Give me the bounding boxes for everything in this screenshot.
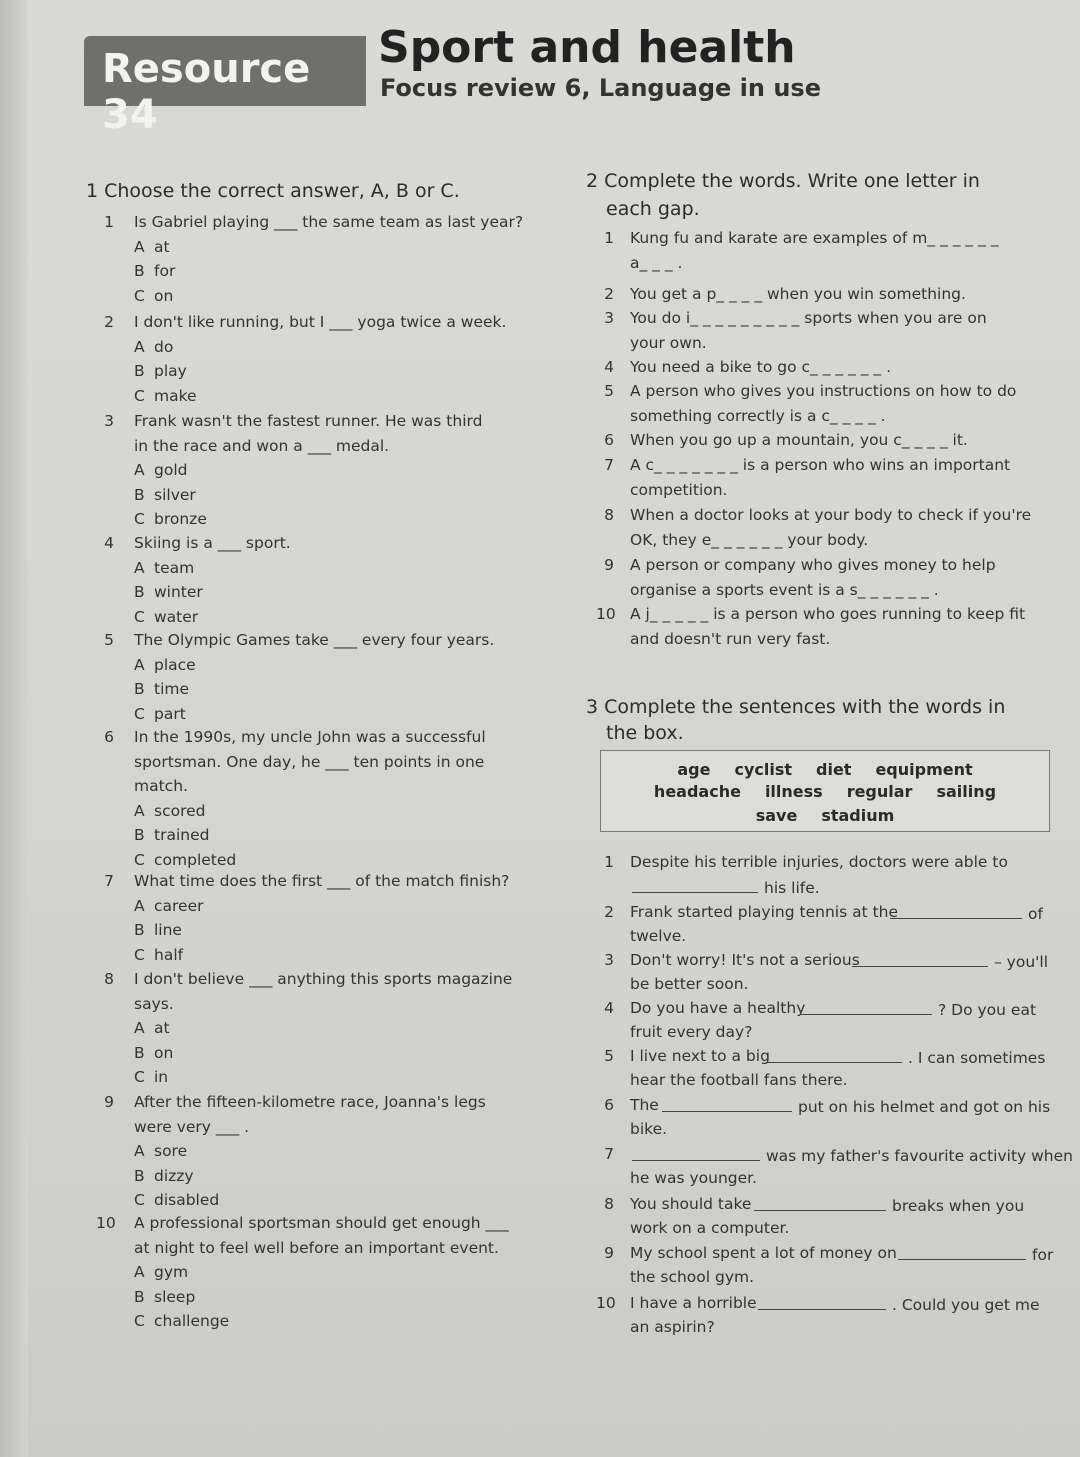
ex1-option bbox=[134, 237, 170, 257]
ex1-option bbox=[134, 1311, 229, 1331]
ex1-option bbox=[134, 361, 187, 381]
ex1-option bbox=[134, 679, 189, 699]
word-box-word: equipment bbox=[875, 760, 973, 779]
word-box-word: sailing bbox=[936, 782, 997, 801]
ex1-option bbox=[134, 850, 236, 870]
ex2-item-number: 8 bbox=[604, 506, 614, 524]
ex1-item-number: 2 bbox=[104, 313, 114, 331]
ex1-question-line: The Olympic Games take ___ every four years. bbox=[134, 631, 495, 649]
option-letter: A bbox=[134, 1142, 145, 1160]
option-letter: A bbox=[134, 558, 145, 577]
ex2-item-line: A person or company who gives money to help bbox=[630, 556, 996, 574]
ex1-option bbox=[134, 582, 203, 602]
ex3-item-text: of bbox=[1028, 905, 1043, 923]
option-text: gym bbox=[154, 1263, 189, 1281]
option-letter: C bbox=[134, 607, 145, 626]
ex2-item-line: a_ _ _ . bbox=[630, 254, 683, 272]
ex1-option bbox=[134, 337, 173, 357]
option-letter: C bbox=[134, 945, 145, 964]
ex1-question-line: After the fifteen-kilometre race, Joanna's legs bbox=[134, 1093, 486, 1111]
ex1-item-number: 9 bbox=[104, 1093, 114, 1111]
ex1-option bbox=[134, 704, 186, 724]
ex1-item-number: 6 bbox=[104, 728, 114, 746]
ex3-item-text: hear the football fans there. bbox=[630, 1071, 848, 1089]
ex3-item-number: 7 bbox=[604, 1145, 614, 1163]
ex3-heading-line-2: the box. bbox=[606, 722, 684, 744]
answer-blank bbox=[890, 904, 1022, 919]
ex1-option bbox=[134, 945, 183, 965]
ex2-item-line: When a doctor looks at your body to check if you're bbox=[630, 506, 1032, 524]
ex3-item-text: Don't worry! It's not a serious bbox=[630, 951, 860, 969]
ex3-item-number: 10 bbox=[596, 1294, 616, 1312]
word-box-word: headache bbox=[653, 782, 741, 801]
option-letter: C bbox=[134, 1312, 145, 1330]
ex3-item-text: was my father's favourite activity when bbox=[766, 1147, 1073, 1165]
option-text: line bbox=[154, 921, 182, 939]
ex3-item-text: for bbox=[1032, 1246, 1054, 1264]
ex3-item-text: . Could you get me bbox=[892, 1296, 1040, 1314]
ex2-item-number: 4 bbox=[604, 358, 614, 376]
option-letter: B bbox=[134, 680, 145, 698]
answer-blank bbox=[800, 1000, 932, 1015]
ex1-question-line: in the race and won a ___ medal. bbox=[134, 436, 390, 455]
option-text: gold bbox=[154, 461, 188, 479]
option-text: challenge bbox=[154, 1312, 230, 1330]
ex2-item-line: Kung fu and karate are examples of m_ _ _ _ _ _ bbox=[630, 229, 999, 247]
ex2-item-number: 9 bbox=[604, 556, 614, 574]
ex3-item-text: The bbox=[630, 1096, 659, 1114]
ex1-item-number: 4 bbox=[104, 534, 114, 552]
page-edge bbox=[0, 0, 28, 1457]
ex1-question-line: What time does the first ___ of the match finish? bbox=[134, 872, 510, 890]
option-letter: A bbox=[134, 896, 145, 915]
option-letter: A bbox=[134, 1019, 145, 1037]
ex1-option bbox=[134, 485, 196, 505]
ex1-item-number: 1 bbox=[104, 213, 114, 231]
ex3-heading-line-1: 3 Complete the sentences with the words in bbox=[586, 696, 1006, 718]
option-letter: A bbox=[134, 461, 145, 479]
ex2-item-number: 3 bbox=[604, 309, 614, 327]
option-letter: B bbox=[134, 1166, 145, 1185]
ex1-option bbox=[134, 1067, 168, 1087]
ex2-item-line: organise a sports event is a s_ _ _ _ _ _ . bbox=[630, 581, 939, 599]
option-letter: A bbox=[134, 237, 145, 256]
option-text: time bbox=[154, 680, 190, 698]
page-subtitle: Focus review 6, Language in use bbox=[380, 74, 821, 102]
option-letter: B bbox=[134, 921, 145, 939]
option-text: for bbox=[154, 262, 176, 280]
word-box-word: age bbox=[677, 760, 711, 779]
ex3-item-text: You should take bbox=[630, 1195, 752, 1213]
ex2-item-number: 10 bbox=[596, 605, 616, 623]
option-letter: C bbox=[134, 1191, 145, 1209]
ex3-item-text: work on a computer. bbox=[630, 1219, 790, 1237]
ex1-option bbox=[134, 460, 187, 480]
word-box-word: regular bbox=[846, 782, 913, 801]
option-text: at bbox=[154, 237, 170, 256]
option-text: bronze bbox=[154, 510, 207, 528]
ex1-option bbox=[134, 261, 175, 281]
option-text: team bbox=[154, 558, 195, 577]
word-box-word: illness bbox=[764, 782, 823, 801]
ex1-item-number: 5 bbox=[104, 631, 114, 649]
ex3-item-text: be better soon. bbox=[630, 975, 749, 993]
option-text: completed bbox=[154, 850, 237, 869]
option-text: play bbox=[154, 362, 187, 380]
option-letter: A bbox=[134, 655, 145, 674]
ex2-item-number: 7 bbox=[604, 456, 614, 474]
ex1-question-line: at night to feel well before an important event. bbox=[134, 1238, 499, 1257]
option-text: career bbox=[154, 896, 204, 915]
word-box-word: save bbox=[755, 806, 798, 825]
word-box bbox=[600, 750, 1050, 832]
ex1-question-line: says. bbox=[134, 994, 174, 1013]
ex3-item-number: 6 bbox=[604, 1096, 614, 1114]
ex3-item-text: twelve. bbox=[630, 927, 687, 945]
answer-blank bbox=[662, 1097, 792, 1112]
option-letter: B bbox=[134, 1287, 145, 1306]
ex1-item-number: 3 bbox=[104, 412, 114, 430]
answer-blank bbox=[766, 1048, 902, 1063]
ex1-question-line: Frank wasn't the fastest runner. He was third bbox=[134, 412, 483, 430]
ex1-option bbox=[134, 801, 206, 821]
ex3-item-text: bike. bbox=[630, 1120, 668, 1138]
ex2-item-line: When you go up a mountain, you c_ _ _ _ it. bbox=[630, 431, 968, 449]
ex3-item-text: Frank started playing tennis at the bbox=[630, 903, 899, 921]
ex2-item-line: your own. bbox=[630, 334, 707, 352]
ex1-option bbox=[134, 1166, 194, 1186]
resource-label: Resource 34 bbox=[102, 46, 311, 138]
ex3-item-text: I have a horrible bbox=[630, 1294, 757, 1312]
ex3-item-number: 1 bbox=[604, 853, 614, 871]
ex1-item-number: 8 bbox=[104, 970, 114, 988]
option-text: part bbox=[154, 704, 186, 723]
ex3-item-text: breaks when you bbox=[892, 1197, 1025, 1215]
option-text: dizzy bbox=[154, 1166, 194, 1185]
ex1-option bbox=[134, 607, 198, 627]
ex1-question-line: match. bbox=[134, 777, 188, 795]
ex1-option bbox=[134, 1018, 170, 1038]
option-letter: B bbox=[134, 1043, 145, 1062]
ex1-question-line: Skiing is a ___ sport. bbox=[134, 534, 291, 552]
ex3-item-number: 2 bbox=[604, 903, 614, 921]
option-text: half bbox=[154, 945, 184, 964]
ex1-question-line: Is Gabriel playing ___ the same team as last year? bbox=[134, 213, 524, 231]
ex2-item-number: 2 bbox=[604, 285, 614, 303]
ex1-option bbox=[134, 558, 194, 578]
option-letter: A bbox=[134, 337, 145, 356]
ex3-item-number: 4 bbox=[604, 999, 614, 1017]
option-text: winter bbox=[154, 583, 203, 601]
ex2-item-line: competition. bbox=[630, 481, 728, 499]
ex3-item-number: 8 bbox=[604, 1195, 614, 1213]
ex2-item-number: 5 bbox=[604, 382, 614, 400]
option-text: silver bbox=[154, 485, 196, 504]
ex2-item-line: A person who gives you instructions on how to do bbox=[630, 382, 1017, 400]
option-letter: C bbox=[134, 704, 145, 723]
resource-badge bbox=[84, 36, 366, 138]
option-text: scored bbox=[154, 801, 206, 820]
option-letter: B bbox=[134, 583, 145, 601]
ex3-item-text: an aspirin? bbox=[630, 1318, 715, 1336]
word-box-word: cyclist bbox=[734, 760, 792, 779]
option-letter: C bbox=[134, 850, 145, 869]
ex2-item-line: something correctly is a c_ _ _ _ . bbox=[630, 407, 886, 425]
ex3-item-text: Despite his terrible injuries, doctors were able to bbox=[630, 853, 1008, 871]
answer-blank bbox=[632, 878, 758, 893]
ex3-item-text: the school gym. bbox=[630, 1268, 755, 1286]
word-box-row bbox=[601, 760, 1049, 779]
ex1-option bbox=[134, 920, 182, 940]
ex1-question-line: In the 1990s, my uncle John was a successful bbox=[134, 728, 486, 746]
option-text: do bbox=[154, 337, 174, 356]
option-text: on bbox=[154, 1043, 174, 1062]
option-text: place bbox=[154, 655, 196, 674]
ex3-item-number: 9 bbox=[604, 1244, 614, 1262]
ex1-heading: 1 Choose the correct answer, A, B or C. bbox=[86, 180, 460, 202]
ex2-item-line: You need a bike to go c_ _ _ _ _ _ . bbox=[630, 358, 892, 376]
ex3-item-text: put on his helmet and got on his bbox=[798, 1098, 1051, 1116]
ex2-item-line: You do i_ _ _ _ _ _ _ _ _ sports when you are on bbox=[630, 309, 987, 327]
option-letter: B bbox=[134, 485, 145, 504]
option-letter: C bbox=[134, 286, 145, 305]
option-letter: A bbox=[134, 801, 145, 820]
ex2-item-number: 6 bbox=[604, 431, 614, 449]
ex1-option bbox=[134, 286, 173, 306]
ex1-item-number: 10 bbox=[96, 1214, 116, 1232]
ex1-question-line: sportsman. One day, he ___ ten points in one bbox=[134, 752, 485, 771]
ex1-option bbox=[134, 655, 196, 675]
option-text: in bbox=[154, 1068, 169, 1086]
ex3-item-text: ? Do you eat bbox=[938, 1001, 1037, 1019]
option-letter: B bbox=[134, 362, 145, 380]
ex3-item-text: My school spent a lot of money on bbox=[630, 1244, 897, 1262]
answer-blank bbox=[758, 1295, 886, 1310]
ex3-item-text: Do you have a healthy bbox=[630, 999, 806, 1017]
option-text: sore bbox=[154, 1142, 188, 1160]
ex3-item-text: . I can sometimes bbox=[908, 1049, 1046, 1067]
option-letter: C bbox=[134, 510, 145, 528]
ex1-option bbox=[134, 1043, 173, 1063]
ex1-question-line: I don't like running, but I ___ yoga twice a week. bbox=[134, 313, 507, 331]
word-box-row bbox=[601, 806, 1049, 825]
ex1-question-line: I don't believe ___ anything this sports magazine bbox=[134, 970, 513, 988]
word-box-word: stadium bbox=[821, 806, 895, 825]
ex3-item-text: he was younger. bbox=[630, 1169, 758, 1187]
ex2-item-line: You get a p_ _ _ _ when you win something. bbox=[630, 285, 966, 303]
option-letter: C bbox=[134, 1068, 145, 1086]
answer-blank bbox=[632, 1146, 760, 1161]
option-text: sleep bbox=[154, 1287, 196, 1306]
ex1-option bbox=[134, 1262, 188, 1282]
answer-blank bbox=[754, 1196, 886, 1211]
option-letter: B bbox=[134, 262, 145, 280]
answer-blank bbox=[898, 1245, 1026, 1260]
option-text: disabled bbox=[154, 1191, 220, 1209]
ex3-item-text: his life. bbox=[764, 879, 820, 897]
ex1-item-number: 7 bbox=[104, 872, 114, 890]
ex1-option bbox=[134, 509, 207, 529]
ex1-option bbox=[134, 1141, 187, 1161]
option-text: make bbox=[154, 386, 197, 405]
ex3-item-text: fruit every day? bbox=[630, 1023, 753, 1041]
option-letter: C bbox=[134, 386, 145, 405]
ex1-option bbox=[134, 386, 197, 406]
ex1-option bbox=[134, 1190, 219, 1210]
ex2-heading-line-1: 2 Complete the words. Write one letter in bbox=[586, 170, 980, 192]
option-text: at bbox=[154, 1019, 170, 1037]
ex1-option bbox=[134, 1287, 195, 1307]
ex2-item-line: and doesn't run very fast. bbox=[630, 630, 831, 648]
ex1-option bbox=[134, 896, 204, 916]
ex2-item-line: A j_ _ _ _ _ is a person who goes running to keep fit bbox=[630, 605, 1026, 623]
option-text: water bbox=[154, 607, 199, 626]
word-box-row bbox=[601, 782, 1049, 801]
ex3-item-text: I live next to a big bbox=[630, 1047, 770, 1065]
page-title: Sport and health bbox=[378, 22, 796, 73]
ex2-heading-line-2: each gap. bbox=[606, 198, 700, 220]
option-text: trained bbox=[154, 826, 210, 844]
option-text: on bbox=[154, 286, 174, 305]
ex3-item-text: – you'll bbox=[994, 953, 1049, 971]
ex1-question-line: A professional sportsman should get enough ___ bbox=[134, 1214, 509, 1232]
option-letter: B bbox=[134, 826, 145, 844]
ex2-item-number: 1 bbox=[604, 229, 614, 247]
answer-blank bbox=[852, 952, 988, 967]
ex1-option bbox=[134, 825, 209, 845]
ex2-item-line: A c_ _ _ _ _ _ _ is a person who wins an important bbox=[630, 456, 1011, 474]
ex3-item-number: 3 bbox=[604, 951, 614, 969]
option-letter: A bbox=[134, 1263, 145, 1281]
word-box-word: diet bbox=[816, 760, 852, 779]
ex3-item-number: 5 bbox=[604, 1047, 614, 1065]
ex1-question-line: were very ___ . bbox=[134, 1117, 249, 1136]
ex2-item-line: OK, they e_ _ _ _ _ _ your body. bbox=[630, 531, 869, 549]
